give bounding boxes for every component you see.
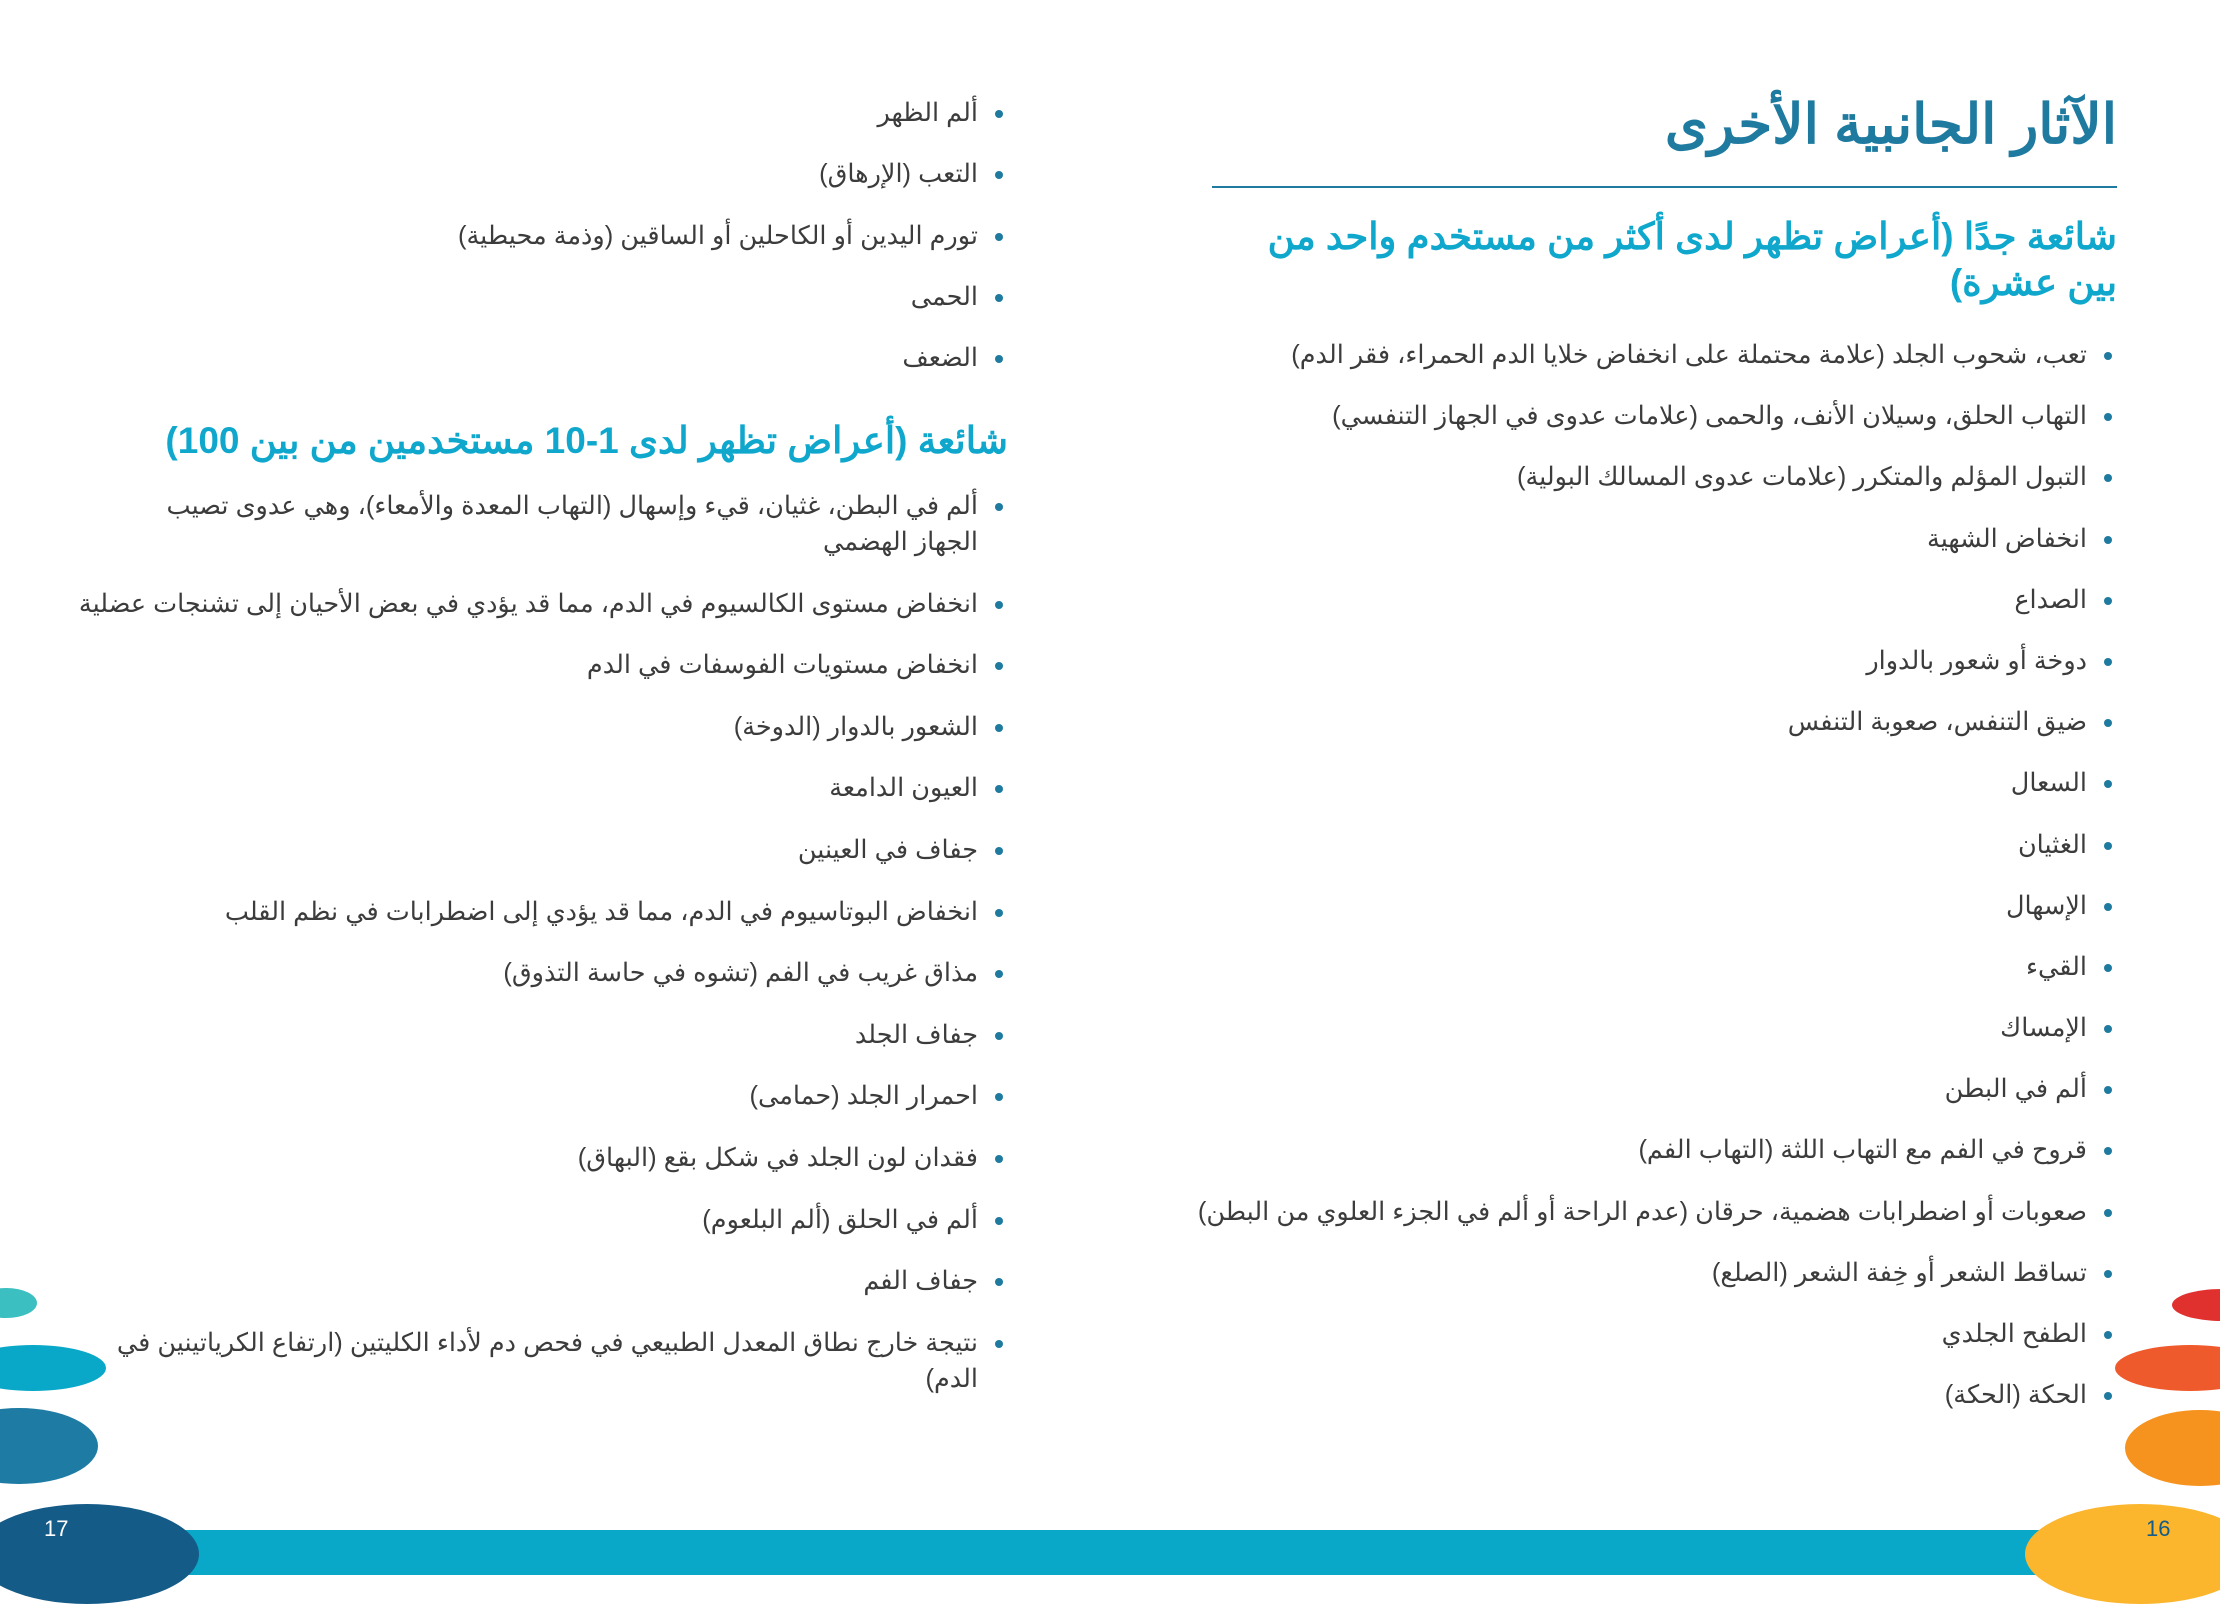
decor-blob-navy [0,1504,199,1604]
list-item: التهاب الحلق، وسيلان الأنف، والحمى (علامات عدوى في الجهاز التنفسي) [1212,398,2117,434]
decor-blob-orange [2115,1345,2220,1391]
list-item: قروح في الفم مع التهاب اللثة (التهاب الفم) [1212,1132,2117,1168]
list-item: القيء [1212,949,2117,985]
list-item: دوخة أو شعور بالدوار [1212,643,2117,679]
list-item: الصداع [1212,582,2117,618]
page-title: الآثار الجانبية الأخرى [1664,93,2117,155]
list-item: تورم اليدين أو الكاحلين أو الساقين (وذمة محيطية) [100,218,1008,254]
list-item: جفاف في العينين [100,832,1008,868]
list-item: العيون الدامعة [100,770,1008,806]
decor-blob-red [2172,1289,2220,1321]
list-item: السعال [1212,765,2117,801]
list-item: صعوبات أو اضطرابات هضمية، حرقان (عدم الراحة أو ألم في الجزء العلوي من البطن) [1212,1194,2117,1230]
list-item: انخفاض البوتاسيوم في الدم، مما قد يؤدي إلى اضطرابات في نظم القلب [100,894,1008,930]
list-item: تساقط الشعر أو خِفة الشعر (الصلع) [1212,1255,2117,1291]
list-item: التعب (الإرهاق) [100,156,1008,192]
list-item: الإسهال [1212,888,2117,924]
list-item: انخفاض مستوى الكالسيوم في الدم، مما قد يؤدي في بعض الأحيان إلى تشنجات عضلية [100,586,1008,622]
list-item: انخفاض الشهية [1212,521,2117,557]
decor-blob-amber [2125,1410,2220,1486]
list-item: الحكة (الحكة) [1212,1377,2117,1413]
list-item: ضيق التنفس، صعوبة التنفس [1212,704,2117,740]
list-item: الضعف [100,340,1008,376]
list-item: جفاف الفم [100,1263,1008,1299]
list-item: ألم الظهر [100,95,1008,131]
side-effects-list-continued [100,95,1008,401]
section-heading-common: شائعة (أعراض تظهر لدى 1-10 مستخدمين من بين 100) [165,420,1008,461]
list-item: نتيجة خارج نطاق المعدل الطبيعي في فحص دم لأداء الكليتين (ارتفاع الكرياتينين في الدم) [98,1325,1008,1397]
list-item: الإمساك [1212,1010,2117,1046]
list-item: التبول المؤلم والمتكرر (علامات عدوى المسالك البولية) [1212,459,2117,495]
list-item: مذاق غريب في الفم (تشوه في حاسة التذوق) [100,955,1008,991]
list-item: انخفاض مستويات الفوسفات في الدم [100,647,1008,683]
page-number-left: 17 [44,1516,69,1541]
decor-blob-blue [0,1408,98,1484]
list-item: الطفح الجلدي [1212,1316,2117,1352]
list-item: جفاف الجلد [100,1017,1008,1053]
list-item: ألم في البطن، غثيان، قيء وإسهال (التهاب المعدة والأمعاء)، وهي عدوى تصيب الجهاز الهضمي [128,488,1008,560]
title-divider [1212,186,2117,188]
list-item: ألم في البطن [1212,1071,2117,1107]
page-number-right: 16 [2146,1516,2171,1541]
list-item: تعب، شحوب الجلد (علامة محتملة على انخفاض خلايا الدم الحمراء، فقر الدم) [1212,337,2117,373]
footer-bar [0,1530,2220,1575]
list-item: احمرار الجلد (حمامى) [100,1078,1008,1114]
decor-blob-yellow [2025,1504,2220,1604]
list-item: الغثيان [1212,827,2117,863]
decor-blob-cyan [0,1345,106,1391]
section-heading-very-common: شائعة جدًا (أعراض تظهر لدى أكثر من مستخدم واحد من بين عشرة) [1267,216,2117,303]
side-effects-list-very-common [1197,337,2117,1438]
list-item: فقدان لون الجلد في شكل بقع (البهاق) [100,1140,1008,1176]
decor-blob-teal [0,1288,37,1318]
list-item: الشعور بالدوار (الدوخة) [100,709,1008,745]
side-effects-list-common [78,488,1008,1422]
list-item: الحمى [100,279,1008,315]
list-item: ألم في الحلق (ألم البلعوم) [100,1202,1008,1238]
